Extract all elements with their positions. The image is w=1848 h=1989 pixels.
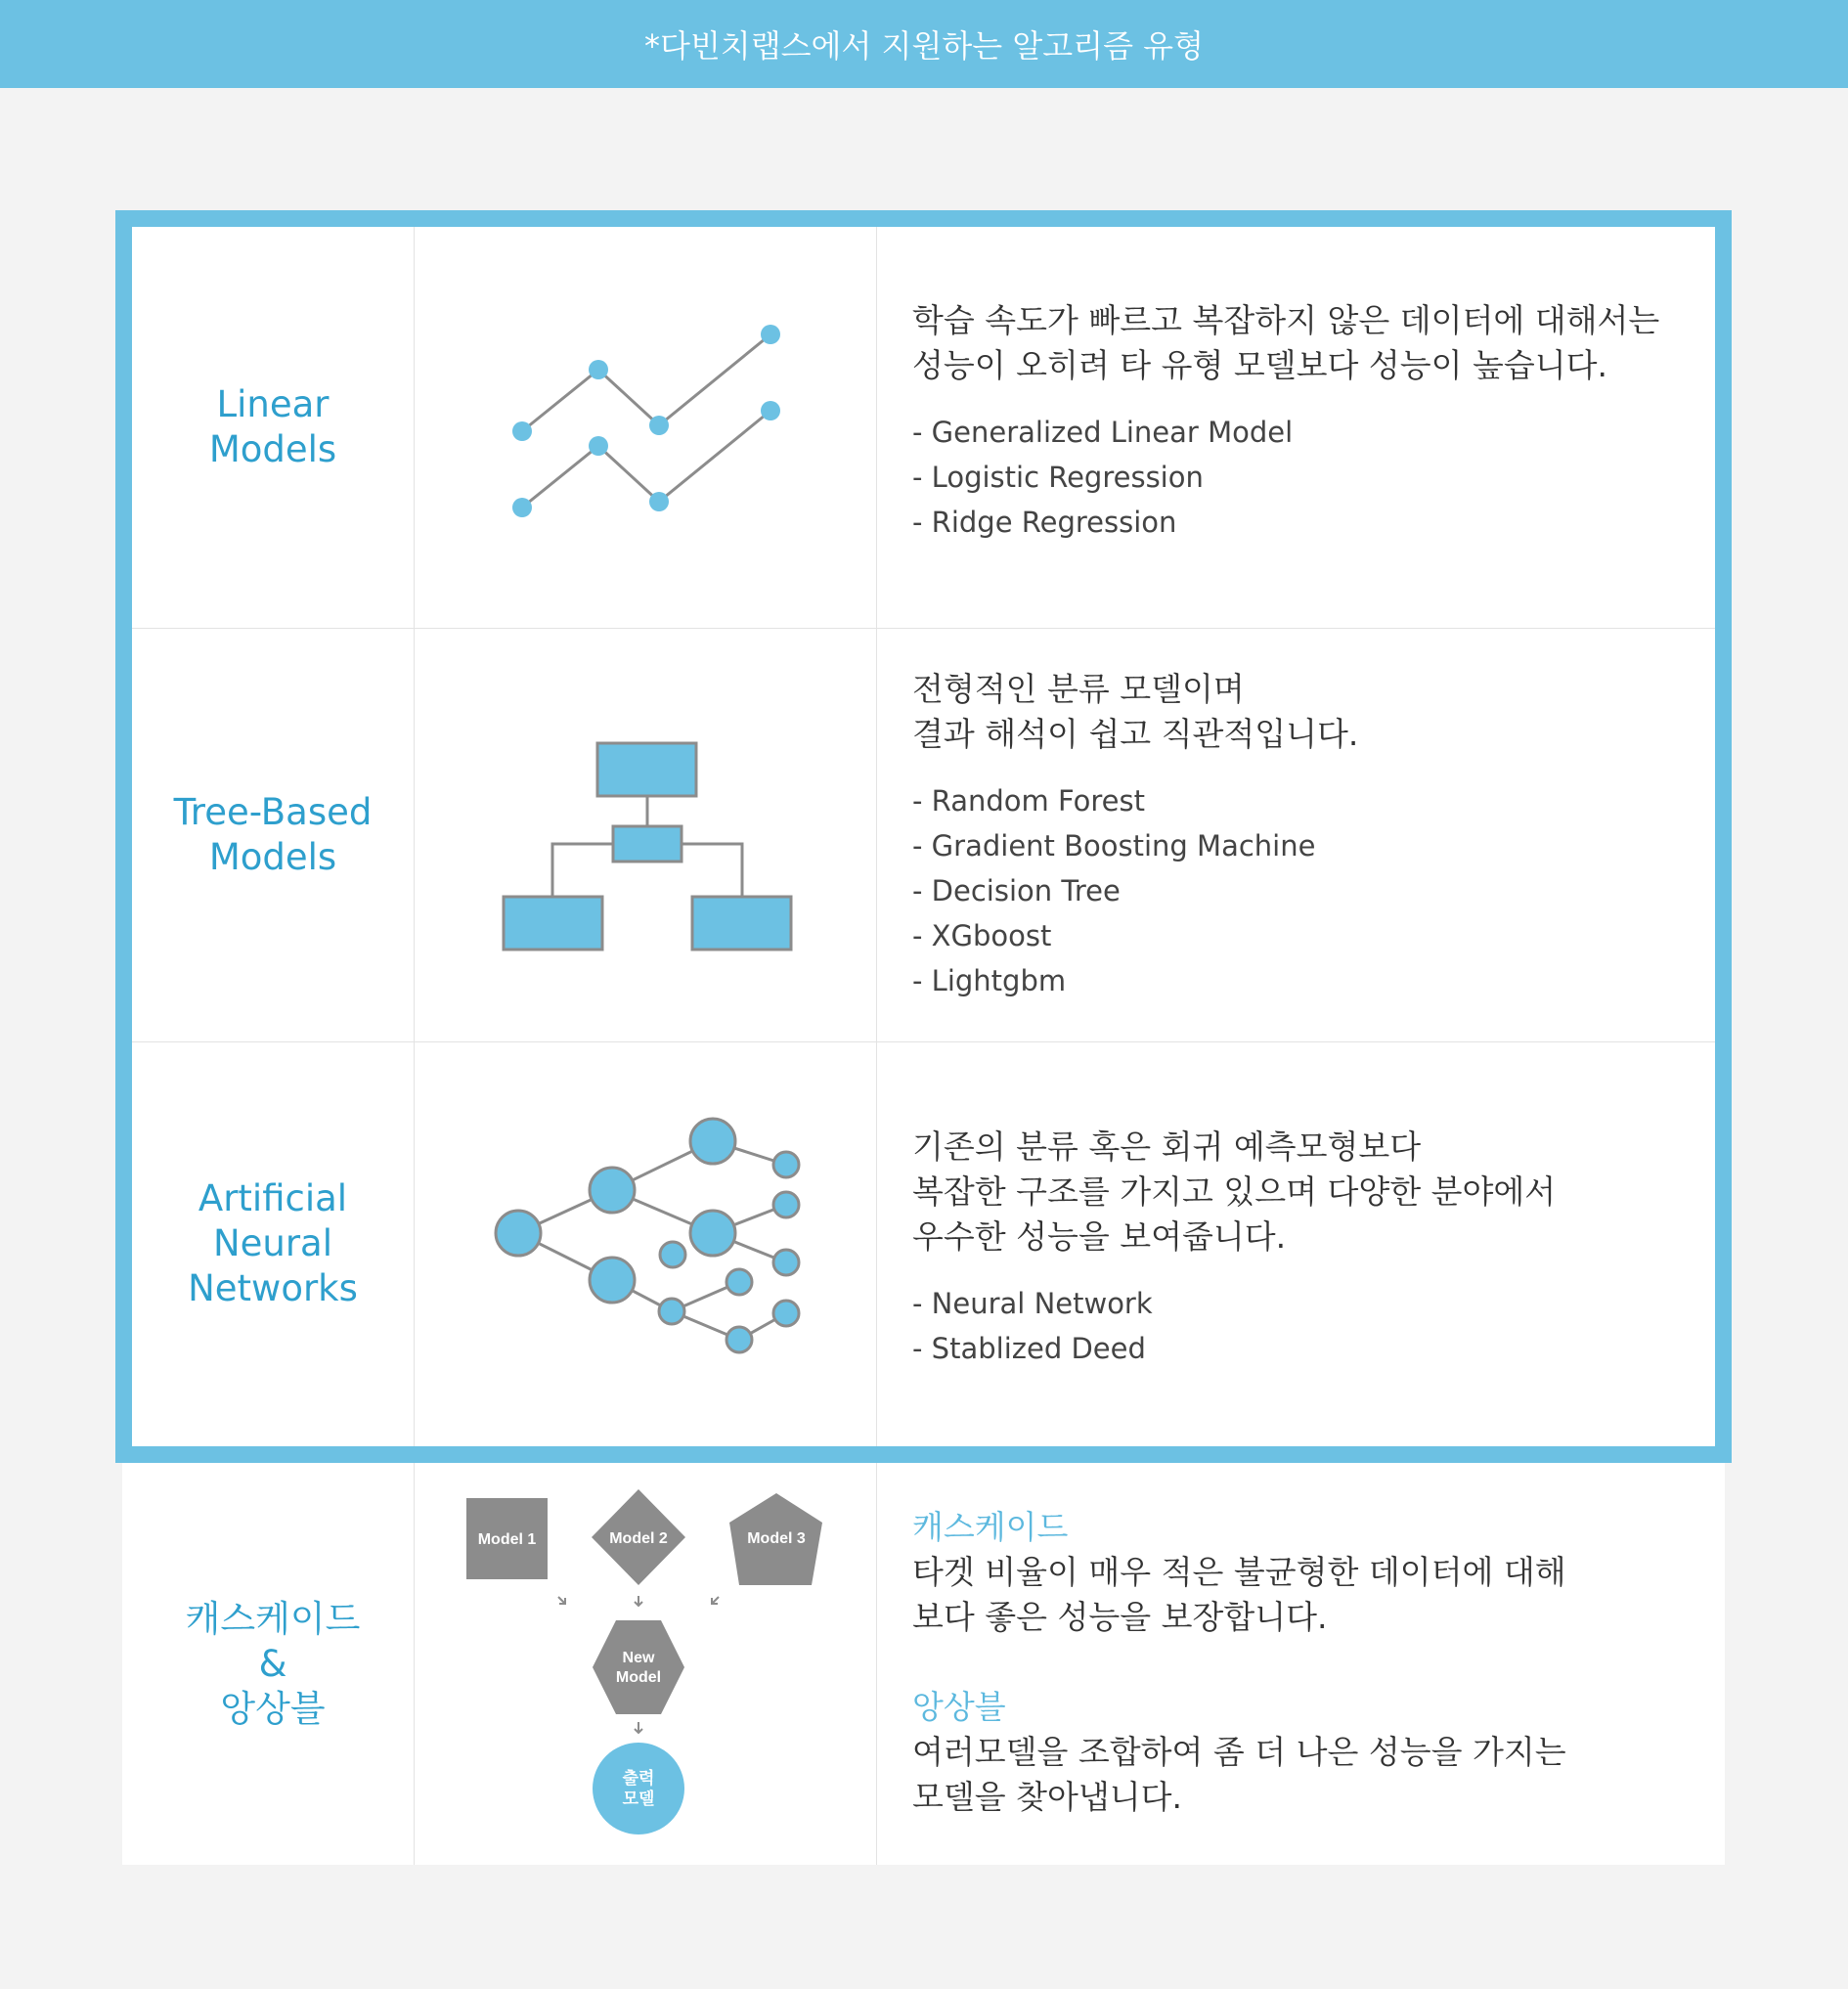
algorithm-list [912, 1281, 1714, 1371]
list-item: - Ridge Regression [912, 506, 1177, 539]
new-model-node [593, 1620, 684, 1714]
line-chart-icon [415, 227, 876, 628]
row-title-tree-based-models: Tree-Based Models [173, 790, 373, 878]
ensemble-text: 여러모델을 조합하여 좀 더 나은 성능을 가지는 모델을 찾아냅니다. [912, 1733, 1566, 1816]
row-title-neural-networks: Artificial Neural Networks [188, 1177, 358, 1309]
model-1-node [466, 1498, 548, 1579]
output-model-node [593, 1743, 684, 1834]
linear-models-figure [415, 227, 876, 628]
cascade-ensemble-description [912, 1505, 1714, 1820]
model-2-node [592, 1489, 685, 1585]
list-item: - Logistic Regression [912, 461, 1204, 494]
neural-networks-figure [415, 1041, 876, 1446]
list-item: - Random Forest [912, 784, 1145, 818]
row-title-linear-models: Linear Models [208, 383, 337, 470]
ensemble-heading: 앙상블 [912, 1688, 1006, 1726]
description-text: 기존의 분류 혹은 회귀 예측모형보다 복잡한 구조를 가지고 있으며 다양한 분야에서 우수한 성능을 보여줍니다. [912, 1127, 1557, 1256]
algorithm-list [912, 778, 1714, 1003]
tree-models-description [912, 667, 1714, 1003]
list-item: - Neural Network [912, 1287, 1153, 1320]
algorithm-list [912, 410, 1714, 545]
list-item: - XGboost [912, 919, 1052, 952]
arrow-icon [635, 1722, 642, 1733]
new-model-label-line2: Model [615, 1669, 662, 1686]
description-text: 학습 속도가 빠르고 복잡하지 않은 데이터에 대해서는 성능이 오히려 타 유형 모델보다 성능이 높습니다. [912, 301, 1660, 384]
output-label-line1: 출력 [622, 1769, 655, 1788]
cascade-text: 타겟 비율이 매우 적은 불균형한 데이터에 대해 보다 좋은 성능을 보장합니다. [912, 1553, 1566, 1636]
list-item: - Generalized Linear Model [912, 416, 1294, 449]
column-divider [876, 227, 877, 1865]
neural-networks-description [912, 1125, 1714, 1371]
model-3-label: Model 3 [747, 1530, 806, 1547]
ensemble-diagram [415, 1463, 876, 1865]
description-text: 전형적인 분류 모델이며 결과 해석이 쉽고 직관적입니다. [912, 670, 1359, 753]
linear-models-description [912, 298, 1714, 545]
arrow-icon [558, 1596, 719, 1606]
tree-models-figure [415, 628, 876, 1041]
list-item: - Lightgbm [912, 964, 1067, 997]
list-item: - Decision Tree [912, 874, 1121, 907]
ensemble-figure [415, 1463, 876, 1865]
row-title-cascade-ensemble: 캐스케이드 & 앙상블 [185, 1597, 361, 1730]
tree-diagram-icon [415, 628, 876, 1041]
header-bar [0, 0, 1848, 88]
model-2-label: Model 2 [609, 1530, 668, 1547]
output-label-line2: 모델 [622, 1790, 655, 1808]
cascade-heading: 캐스케이드 [912, 1508, 1069, 1546]
list-item: - Gradient Boosting Machine [912, 829, 1316, 862]
model-1-label: Model 1 [477, 1531, 537, 1548]
header-title: *다빈치랩스에서 지원하는 알고리즘 유형 [643, 27, 1205, 65]
list-item: - Stablized Deed [912, 1332, 1146, 1365]
new-model-label-line1: New [622, 1650, 655, 1666]
neural-network-icon [415, 1041, 876, 1446]
model-3-node [729, 1493, 822, 1585]
